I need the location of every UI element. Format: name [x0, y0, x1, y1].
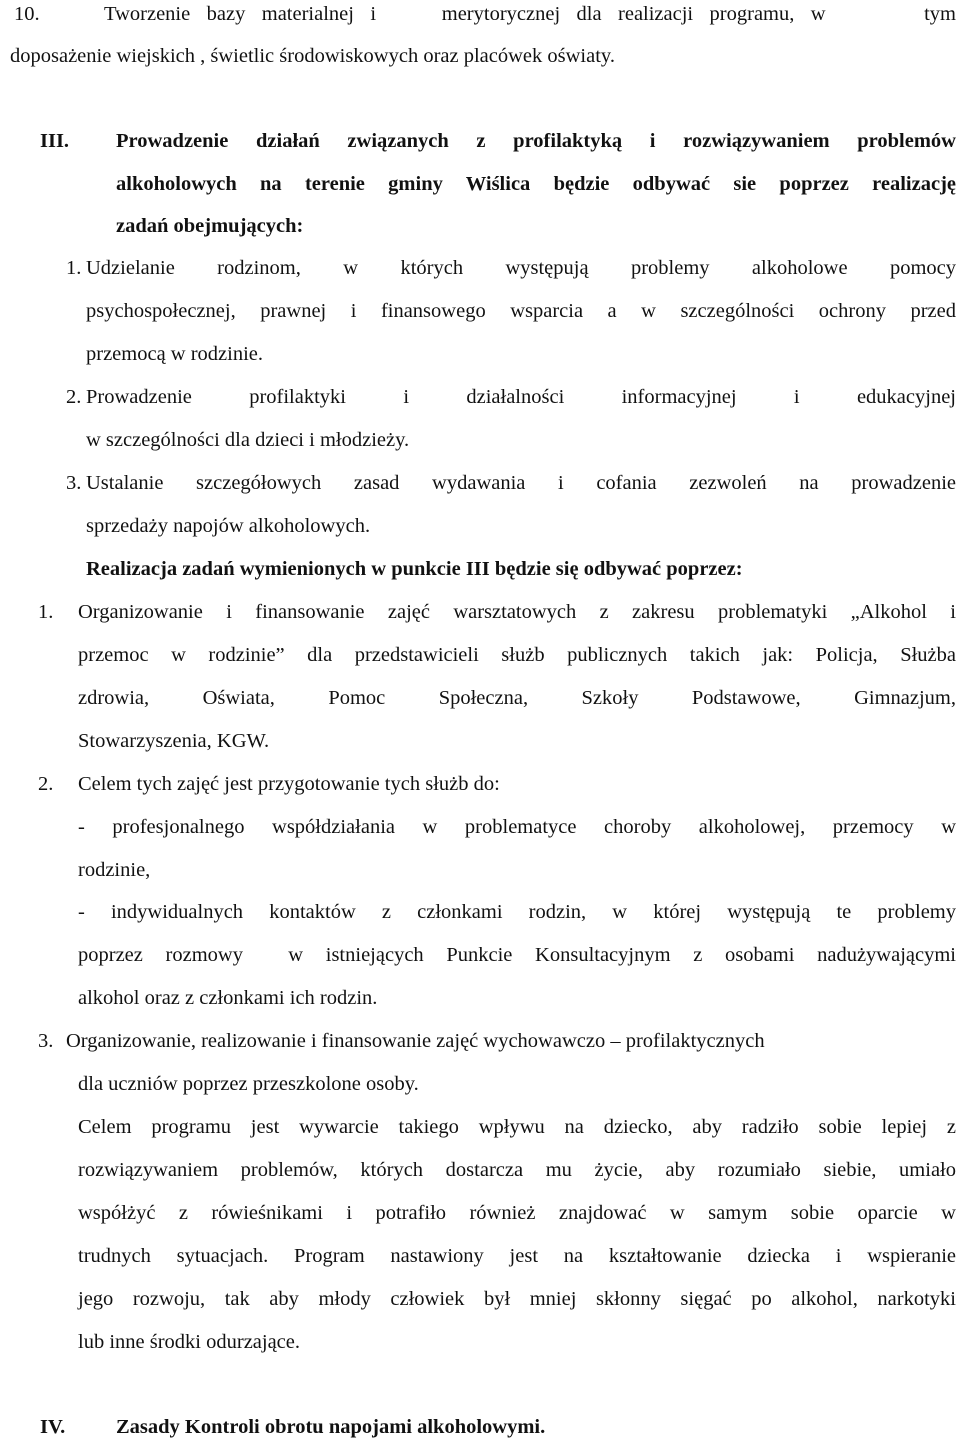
realization-3-line-8: lub inne środki odurzające. [78, 1331, 301, 1353]
realization-3-line-6: trudnych sytuacjach. Program nastawiony jest na kształtowanie dziecka i wspieranie [78, 1245, 956, 1267]
task-1-line-1: Udzielanie rodzinom, w których występują problemy alkoholowe pomocy [86, 257, 956, 279]
realization-1-line-3: zdrowia, Oświata, Pomoc Społeczna, Szkoły Podstawowe, Gimnazjum, [78, 687, 956, 709]
item-number-10: 10. [14, 3, 40, 25]
item-10-line-1: Tworzenie bazy materialnej i merytorycznej dla realizacji programu, w tym [104, 3, 956, 25]
item-10-line-2: doposażenie wiejskich , świetlic środowiskowych oraz placówek oświaty. [10, 45, 615, 67]
task-1-number: 1. [66, 257, 82, 279]
realization-2-number: 2. [38, 773, 54, 795]
section-iv-number: IV. [40, 1416, 66, 1438]
task-2-line-2: w szczególności dla dzieci i młodzieży. [86, 429, 410, 451]
section-iv-title: Zasady Kontroli obrotu napojami alkoholowymi. [116, 1416, 546, 1438]
realization-2-line-3: rodzinie, [78, 859, 151, 881]
task-3-line-2: sprzedaży napojów alkoholowych. [86, 515, 371, 537]
task-2-number: 2. [66, 386, 82, 408]
realization-1-number: 1. [38, 601, 54, 623]
realization-2-line-2: - profesjonalnego współdziałania w problematyce choroby alkoholowej, przemocy w [78, 816, 956, 838]
realizacja-heading: Realizacja zadań wymienionych w punkcie III będzie się odbywać poprzez: [86, 558, 743, 580]
task-3-line-1: Ustalanie szczegółowych zasad wydawania i cofania zezwoleń na prowadzenie [86, 472, 956, 494]
realization-3-line-3: Celem programu jest wywarcie takiego wpływu na dziecko, aby radziło sobie lepiej z [78, 1116, 956, 1138]
section-iii-number: III. [40, 130, 70, 152]
realization-2-line-6: alkohol oraz z członkami ich rodzin. [78, 987, 378, 1009]
task-2-line-1: Prowadzenie profilaktyki i działalności informacyjnej i edukacyjnej [86, 386, 956, 408]
realization-1-line-4: Stowarzyszenia, KGW. [78, 730, 270, 752]
task-3-number: 3. [66, 472, 82, 494]
realization-3-line-7: jego rozwoju, tak aby młody człowiek był mniej skłonny sięgać po alkohol, narkotyki [78, 1288, 956, 1310]
realization-2-line-5: poprzez rozmowy w istniejących Punkcie Konsultacyjnym z osobami nadużywającymi [78, 944, 956, 966]
task-1-line-2: psychospołecznej, prawnej i finansowego wsparcia a w szczególności ochrony przed [86, 300, 956, 322]
realization-2-line-4: - indywidualnych kontaktów z członkami rodzin, w której występują te problemy [78, 901, 956, 923]
section-iii-heading-line-3: zadań obejmujących: [116, 215, 304, 237]
realization-3-line-2: dla uczniów poprzez przeszkolone osoby. [78, 1073, 419, 1095]
realization-1-line-1: Organizowanie i finansowanie zajęć warsztatowych z zakresu problematyki „Alkohol i [78, 601, 956, 623]
realization-3-line-1: Organizowanie, realizowanie i finansowanie zajęć wychowawczo – profilaktycznych [66, 1030, 765, 1052]
realization-1-line-2: przemoc w rodzinie” dla przedstawicieli służb publicznych takich jak: Policja, Służba [78, 644, 956, 666]
section-iii-heading-line-1: Prowadzenie działań związanych z profilaktyką i rozwiązywaniem problemów [116, 130, 956, 152]
realization-3-line-4: rozwiązywaniem problemów, których dostarcza mu życie, aby rozumiało siebie, umiało [78, 1159, 956, 1181]
realization-3-line-5: współżyć z rówieśnikami i potrafiło również znajdować w samym sobie oparcie w [78, 1202, 956, 1224]
realization-3-number: 3. [38, 1030, 54, 1052]
section-iii-heading-line-2: alkoholowych na terenie gminy Wiślica będzie odbywać sie poprzez realizację [116, 173, 956, 195]
task-1-line-3: przemocą w rodzinie. [86, 343, 264, 365]
realization-2-line-1: Celem tych zajęć jest przygotowanie tych służb do: [78, 773, 500, 795]
